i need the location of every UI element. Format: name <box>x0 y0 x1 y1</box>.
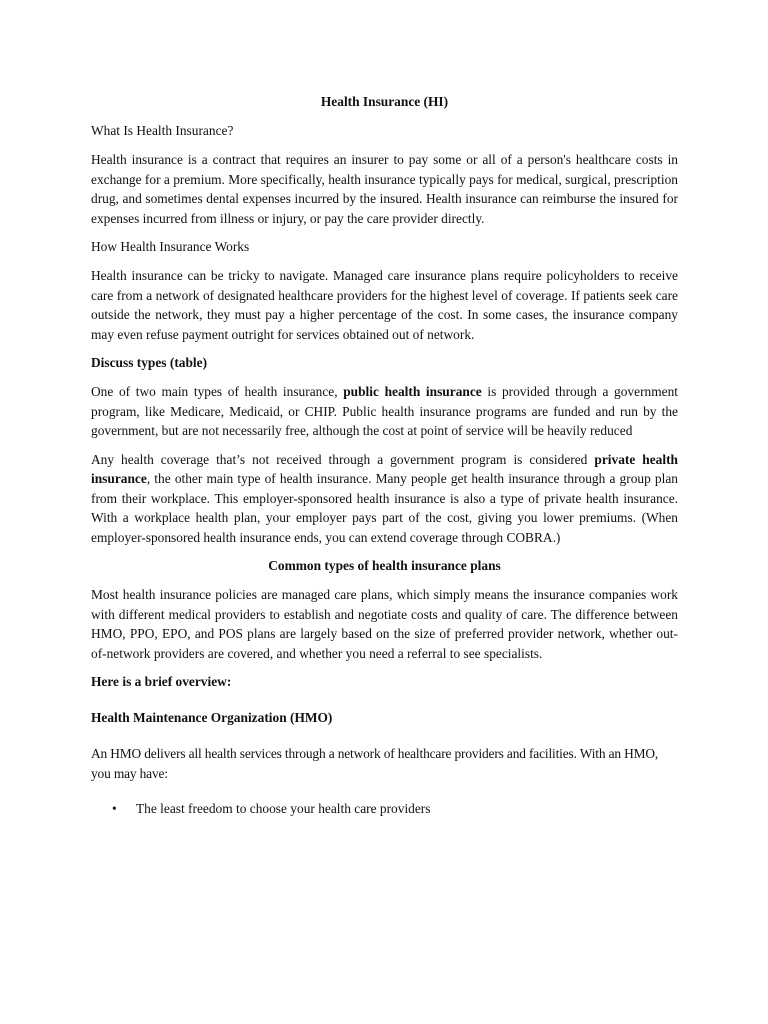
heading-hmo: Health Maintenance Organization (HMO) <box>91 710 333 725</box>
paragraph-public-text-start: One of two main types of health insurance, <box>91 384 344 399</box>
paragraph-private-insurance <box>91 450 678 548</box>
heading-brief-overview: Here is a brief overview: <box>91 674 232 689</box>
paragraph-how-works: Health insurance can be tricky to navigate. Managed care insurance plans require policyholders to receive care from a network of designated healthcare providers for the highest level of coverage. If patients seek care outside the network, they must pay a higher percentage of the cost. In some cases, the insurance company may even refuse payment outright for services obtained out of network. <box>91 268 678 342</box>
heading-common-types: Common types of health insurance plans <box>268 558 501 573</box>
hmo-bullet-list <box>91 799 678 819</box>
list-item-text: The least freedom to choose your health care providers <box>136 801 431 816</box>
document-title: Health Insurance (HI) <box>320 94 449 109</box>
term-private-health-insurance: private health insurance <box>91 451 679 486</box>
paragraph-hmo: An HMO delivers all health services through a network of healthcare providers and facilities. With an HMO, you may have: <box>91 746 659 781</box>
bullet-marker: • <box>112 801 117 816</box>
paragraph-public-text-end: is provided through a government program, like Medicare, Medicaid, or CHIP. Public health insurance programs are funded and run by the government, but are not necessarily free, although the cost at point of service will be heavily reduced <box>91 384 679 438</box>
list-item <box>91 799 678 819</box>
paragraph-managed-care: Most health insurance policies are managed care plans, which simply means the insurance companies work with different medical providers to establish and negotiate costs and quality of care. The difference between HMO, PPO, EPO, and POS plans are largely based on the size of preferred provider network, whether out-of-network providers are covered, and whether you need a referral to see specialists. <box>91 587 678 661</box>
document-body <box>91 92 678 819</box>
paragraph-public-insurance <box>91 382 678 441</box>
term-public-health-insurance: public health insurance <box>343 384 482 399</box>
paragraph-private-text-start: Any health coverage that’s not received through a government program is considered <box>91 451 595 467</box>
section-question-what-is: What Is Health Insurance? <box>91 123 234 138</box>
section-question-how-works: How Health Insurance Works <box>91 239 250 254</box>
heading-discuss-types: Discuss types (table) <box>91 355 208 370</box>
paragraph-private-text-end: , the other main type of health insurance. Many people get health insurance through a group plan from their workplace. This employer-sponsored health insurance is also a type of private health insurance. With a workplace health plan, your employer pays part of the cost, giving you lower premiums. (When employer-sponsored health insurance ends, you can extend coverage through COBRA.) <box>91 471 678 545</box>
paragraph-definition: Health insurance is a contract that requires an insurer to pay some or all of a person's healthcare costs in exchange for a premium. More specifically, health insurance typically pays for medical, surgical, prescription drug, and sometimes dental expenses incurred by the insured. Health insurance can reimburse the insured for expenses incurred from illness or injury, or pay the care provider directly. <box>91 152 678 226</box>
